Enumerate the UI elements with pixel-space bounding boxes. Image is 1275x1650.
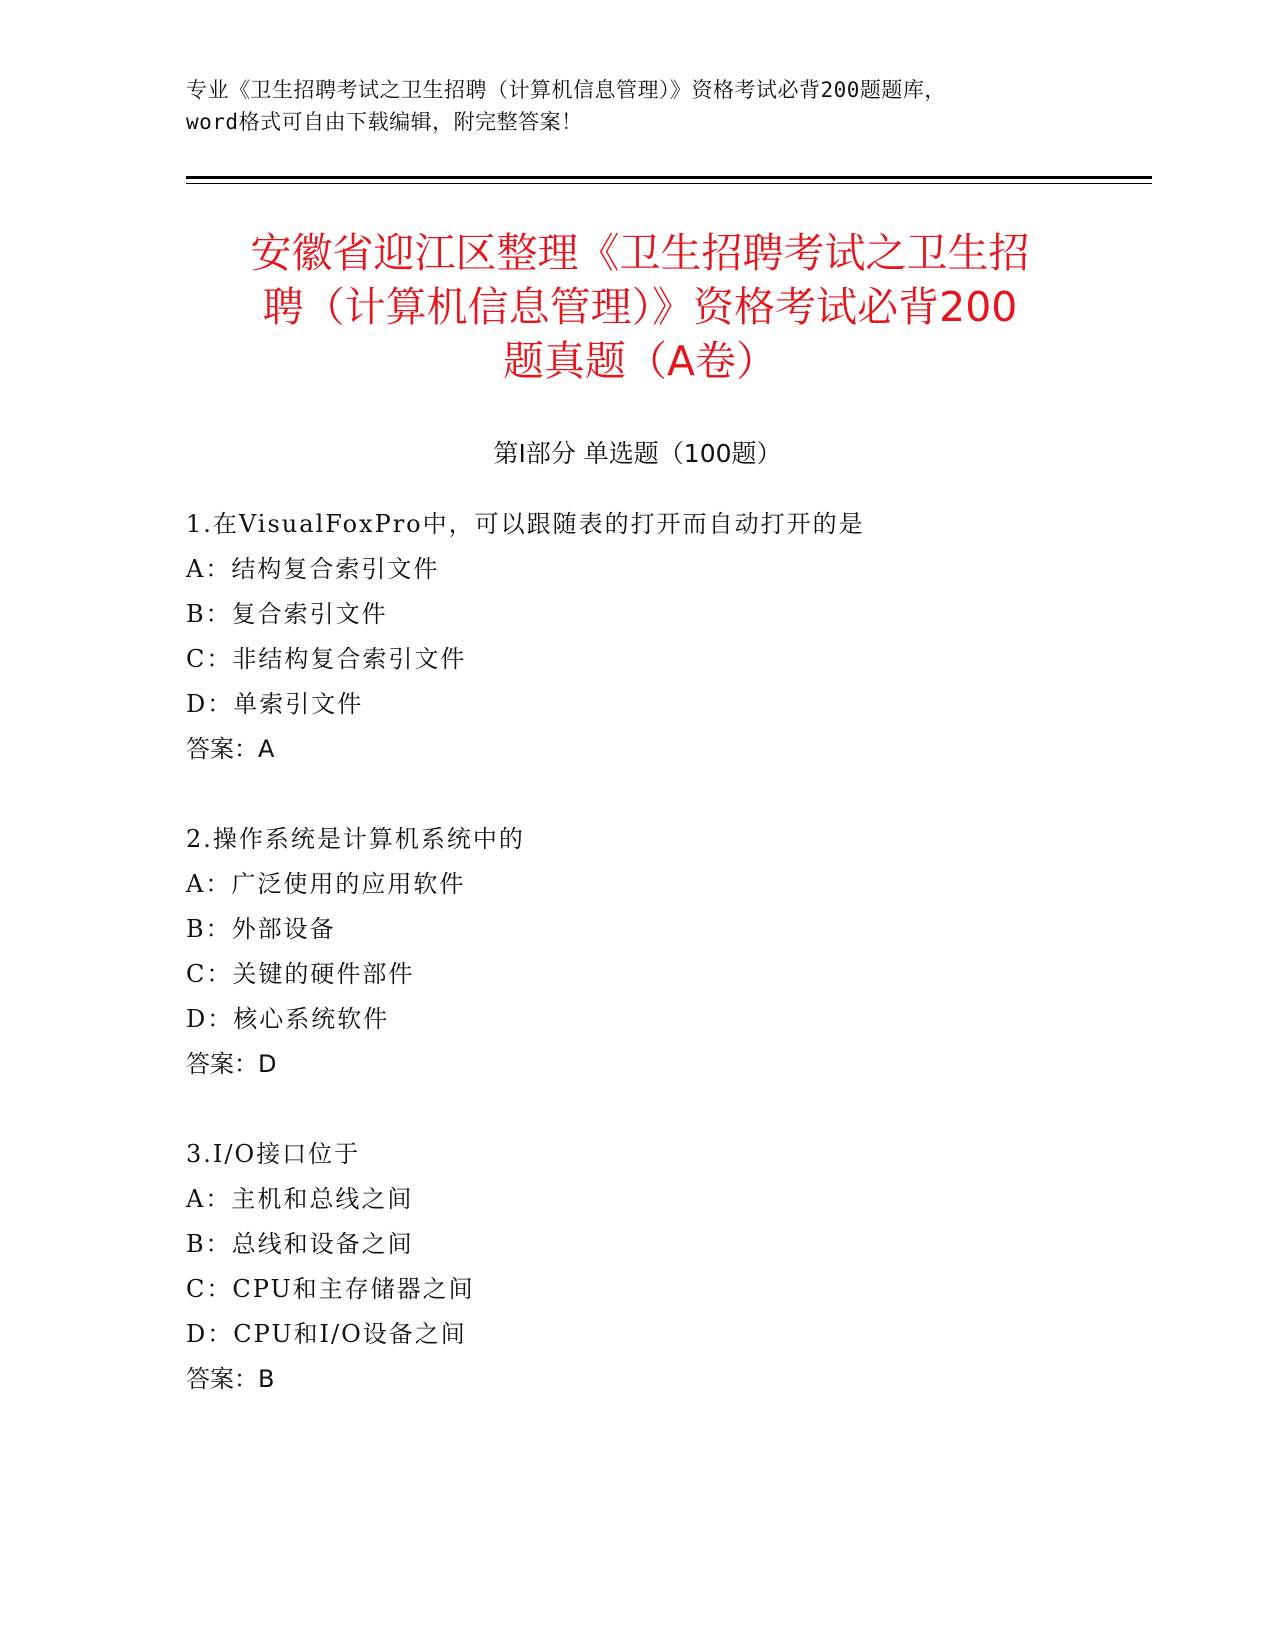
answer: 答案：D [186,1050,277,1078]
option-c: C：非结构复合索引文件 [186,645,467,673]
option-a: A：广泛使用的应用软件 [186,870,466,898]
question-2 [186,817,1086,1087]
option-d: D：核心系统软件 [186,1005,390,1033]
option-b: B：总线和设备之间 [186,1230,414,1258]
answer: 答案：B [186,1365,275,1393]
question-stem: 3.I/O接口位于 [186,1140,361,1168]
option-c: C：CPU和主存储器之间 [186,1275,475,1303]
document-title-line-3: 题真题（A卷） [502,337,778,385]
option-b: B：外部设备 [186,915,336,943]
document-title-line-1: 安徽省迎江区整理《卫生招聘考试之卫生招 [250,229,1030,277]
option-a: A：结构复合索引文件 [186,555,440,583]
option-d: D：CPU和I/O设备之间 [186,1320,467,1348]
answer: 答案：A [186,735,275,763]
question-1 [186,502,1086,772]
section-title: 第I部分 单选题（100题） [493,439,782,468]
header-divider-thin [186,183,1152,184]
question-stem: 1.在VisualFoxPro中，可以跟随表的打开而自动打开的是 [186,510,865,538]
header-note-line-2: word格式可自由下载编辑，附完整答案！ [186,110,583,134]
option-c: C：关键的硬件部件 [186,960,415,988]
question-3 [186,1132,1086,1402]
document-title-line-2: 聘（计算机信息管理）》资格考试必背200 [262,283,1018,331]
question-stem: 2.操作系统是计算机系统中的 [186,825,525,853]
header-note [186,74,1086,138]
option-d: D：单索引文件 [186,690,364,718]
header-note-line-1: 专业《卫生招聘考试之卫生招聘（计算机信息管理）》资格考试必背200题题库， [186,78,946,102]
document-title [160,226,1120,388]
option-a: A：主机和总线之间 [186,1185,414,1213]
option-b: B：复合索引文件 [186,600,388,628]
header-divider-thick [186,176,1152,179]
